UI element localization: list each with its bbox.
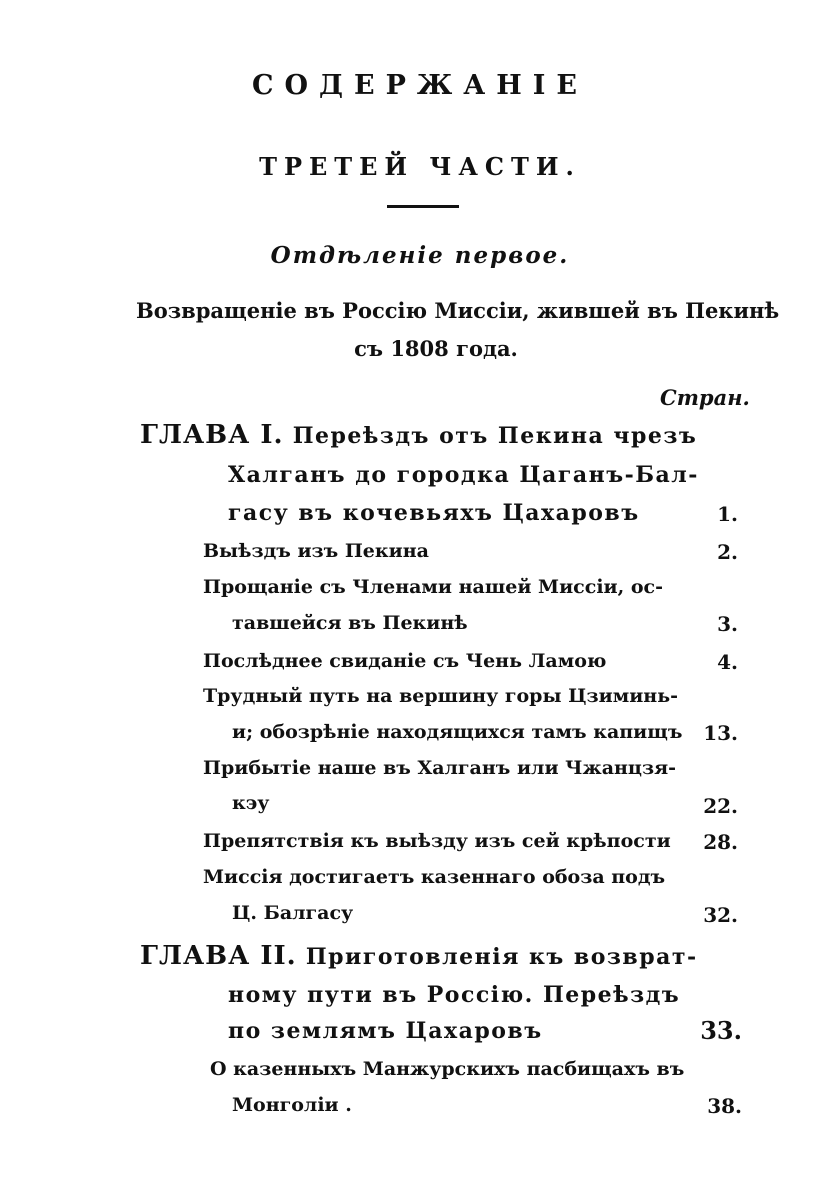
- chapter2-label: ГЛАВА II.: [140, 941, 297, 971]
- toc-entry-line: тавшейся въ Пекинѣ: [232, 612, 468, 634]
- chapter2-page: 33.: [700, 1016, 742, 1045]
- toc-entry-page: 22.: [703, 794, 738, 818]
- toc-entry-line: и; обозрѣніе находящихся тамъ капищъ: [232, 721, 683, 743]
- chapter1-heading: [140, 420, 697, 450]
- chapter2-heading: [140, 941, 698, 971]
- chapter1-title-line3: гасу въ кочевьяхъ Цахаровъ: [228, 500, 640, 526]
- toc-entry-page: 28.: [703, 830, 738, 854]
- toc-entry-line: Ц. Балгасу: [232, 902, 354, 924]
- toc-entry-line: Трудный путь на вершину горы Цзиминь-: [203, 685, 678, 707]
- page-column-label: Стран.: [660, 385, 750, 410]
- chapter2-title-line2: ному пути въ Россію. Переѣздъ: [228, 982, 681, 1008]
- section-heading: Отдѣленіе первое.: [270, 242, 570, 269]
- toc-entry-line: Препятствія къ выѣзду изъ сей крѣпости: [203, 830, 671, 852]
- section-description-line2: съ 1808 года.: [354, 336, 518, 361]
- toc-entry-page: 38.: [707, 1094, 742, 1118]
- chapter2-title-line3: по землямъ Цахаровъ: [228, 1018, 543, 1044]
- toc-entry-page: 2.: [717, 540, 738, 564]
- toc-entry-page: 3.: [717, 612, 738, 636]
- toc-entry-page: 32.: [703, 903, 738, 927]
- toc-entry-line: кэу: [232, 792, 270, 814]
- chapter1-page: 1.: [717, 502, 738, 526]
- toc-entry-line: О казенныхъ Манжурскихъ пасбищахъ въ: [210, 1058, 685, 1080]
- title-divider: [387, 205, 459, 208]
- toc-entry-line: Выѣздъ изъ Пекина: [203, 540, 429, 562]
- toc-entry-page: 13.: [703, 721, 738, 745]
- toc-entry-line: Прибытіе наше въ Халганъ или Чжанцзя-: [203, 757, 676, 779]
- page-subtitle: ТРЕТЕЙ ЧАСТИ.: [259, 152, 581, 181]
- section-description-line1: Возвращеніе въ Россію Миссіи, жившей въ Пекинѣ: [136, 298, 780, 323]
- toc-entry-line: Монголіи .: [232, 1094, 352, 1116]
- toc-entry-line: Послѣднее свиданіе съ Чень Ламою: [203, 650, 607, 672]
- chapter1-title-line2: Халганъ до городка Цаганъ-Бал-: [228, 462, 699, 488]
- chapter2-title-line1: Приготовленія къ возврат-: [305, 944, 698, 970]
- chapter1-label: ГЛАВА I.: [140, 420, 284, 450]
- chapter1-title-line1: Переѣздъ отъ Пекина чрезъ: [292, 423, 698, 449]
- toc-entry-line: Прощаніе съ Членами нашей Миссіи, ос-: [203, 576, 663, 598]
- toc-entry-line: Миссія достигаетъ казеннаго обоза подъ: [203, 866, 666, 888]
- toc-entry-page: 4.: [717, 650, 738, 674]
- page-title: СОДЕРЖАНІЕ: [251, 70, 589, 101]
